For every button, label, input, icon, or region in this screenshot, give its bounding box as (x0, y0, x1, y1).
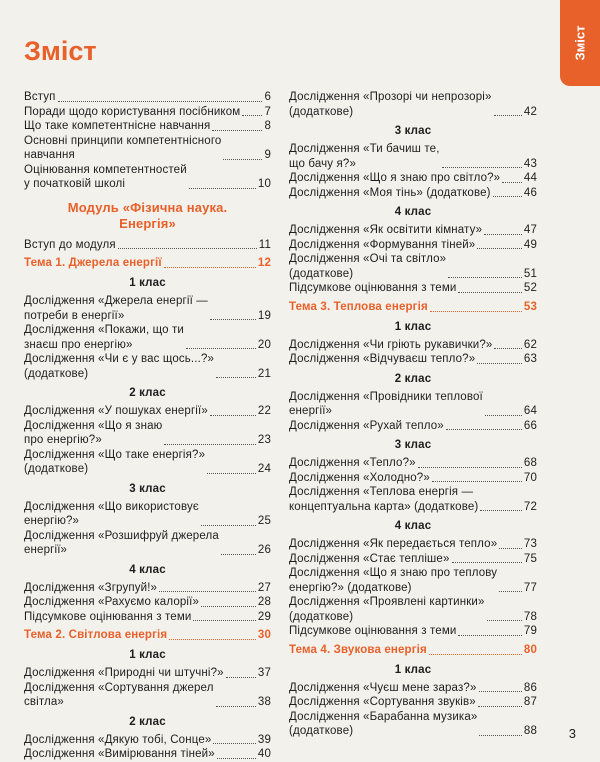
toc-entry-page: 80 (523, 643, 537, 656)
toc-entry-page: 8 (264, 120, 271, 132)
dot-leader (442, 167, 522, 168)
dot-leader (479, 691, 522, 692)
toc-entry-title: Дослідження «Прозорі чи непрозорі» (додаткове) (289, 91, 492, 118)
toc-entry-title: Дослідження «Згрупуй!» (24, 581, 158, 594)
page-title: Зміст (24, 36, 97, 66)
toc-entry-page: 12 (257, 257, 271, 269)
toc-entry-page: 77 (523, 581, 537, 594)
toc-entry-page: 88 (523, 725, 537, 737)
dot-leader (477, 248, 522, 249)
toc-entry-page: 70 (523, 471, 537, 484)
toc-entry[interactable] (24, 681, 271, 710)
toc-entry-title: Дослідження «Як передається тепло» (289, 538, 498, 550)
toc-entry-page: 40 (257, 748, 271, 760)
toc-entry-title: Дослідження «Холодно?» (289, 471, 430, 484)
dot-leader (429, 654, 522, 655)
toc-entry-title: Дослідження «Відчуваєш тепло?» (289, 353, 476, 365)
toc-entry-title: Дослідження «Чи є у вас щось...?» (додаткове) (24, 353, 215, 380)
toc-entry-title: Дослідження «Сортування джерел світла» (24, 681, 214, 708)
toc-entry[interactable] (289, 281, 537, 296)
toc-entry-page: 43 (523, 157, 537, 170)
toc-entry-title: Дослідження «Моя тінь» (додаткове) (289, 186, 491, 199)
toc-entry-title: Дослідження «Формування тіней» (289, 238, 476, 251)
toc-topic-heading[interactable] (24, 628, 271, 643)
dot-leader (201, 525, 256, 526)
toc-entry-page: 52 (523, 282, 537, 294)
grade-heading: 4 клас (129, 563, 166, 576)
toc-entry[interactable] (24, 90, 271, 105)
toc-entry-page: 78 (523, 610, 537, 623)
toc-entry-title: Тема 2. Світлова енергія (24, 629, 168, 641)
toc-entry-page: 46 (523, 186, 537, 199)
toc-entry-page: 68 (523, 457, 537, 469)
toc-entry[interactable] (289, 595, 537, 624)
toc-entry[interactable] (289, 352, 537, 367)
toc-entry[interactable] (24, 500, 271, 529)
toc-entry-page: 20 (257, 338, 271, 351)
toc-entry-title: Основні принципи компетентнісного навчання (24, 134, 222, 161)
toc-entry-title: Дослідження «Вимірювання тіней» (24, 748, 215, 760)
toc-entry-page: 47 (523, 224, 537, 236)
toc-entry-page: 30 (257, 629, 271, 641)
dot-leader (216, 377, 256, 378)
toc-entry-page: 53 (523, 300, 537, 313)
grade-heading: 2 клас (394, 372, 432, 385)
dot-leader (448, 277, 522, 278)
dot-leader (484, 234, 522, 235)
toc-entry-title: Дослідження «Рахуємо калорії» (24, 596, 200, 608)
toc-entry[interactable] (289, 390, 537, 419)
toc-entry[interactable] (24, 323, 271, 352)
dot-leader (223, 159, 262, 160)
toc-entry-title: Дослідження «У пошуках енергії» (24, 405, 208, 417)
dot-leader (118, 248, 257, 249)
toc-entry[interactable] (289, 419, 537, 434)
toc-entry-title: Дослідження «Що я знаю про теплову енергію?» (додаткове) (289, 567, 498, 594)
dot-leader (210, 319, 256, 320)
toc-entry-title: Тема 3. Теплова енергія (289, 300, 428, 313)
dot-leader (418, 467, 522, 468)
toc-entry-page: 19 (257, 309, 271, 322)
dot-leader (212, 130, 262, 131)
toc-entry[interactable] (289, 624, 537, 639)
dot-leader (186, 348, 256, 349)
toc-entry-title: Дослідження «Джерела енергії — потреби в енергії» (24, 295, 208, 322)
page-number: 3 (568, 726, 576, 741)
dot-leader (446, 429, 522, 430)
toc-entry[interactable] (289, 142, 537, 171)
dot-leader (458, 292, 521, 293)
dot-leader (221, 554, 256, 555)
dot-leader (432, 481, 522, 482)
toc-entry-title: Вступ (24, 91, 56, 103)
grade-heading: 1 клас (129, 649, 166, 661)
toc-entry-title: Дослідження «Стає тепліше» (289, 552, 450, 565)
dot-leader (159, 591, 256, 592)
section-tab-label: Зміст (572, 25, 588, 61)
dot-leader (487, 620, 522, 621)
toc-entry-title: Дослідження «Що таке енергія?» (додаткове) (24, 448, 206, 475)
toc-entry[interactable] (289, 252, 537, 281)
dot-leader (485, 415, 522, 416)
toc-entry-page: 63 (523, 353, 537, 365)
toc-entry[interactable] (24, 747, 271, 762)
toc-entry[interactable] (24, 733, 271, 748)
toc-entry-page: 23 (257, 434, 271, 446)
toc-entry-title: Дослідження «Чуєш мене зараз?» (289, 681, 477, 694)
toc-entry[interactable] (24, 294, 271, 323)
toc-entry[interactable] (24, 666, 271, 681)
dot-leader (58, 101, 263, 102)
toc-entry-page: 64 (523, 405, 537, 417)
grade-heading: 3 клас (129, 482, 166, 495)
toc-entry-title: Оцінювання компетентностей у початковій школі (24, 163, 187, 190)
toc-entry-page: 37 (257, 667, 271, 679)
toc-entry[interactable] (289, 171, 537, 186)
toc-entry-page: 28 (257, 596, 271, 608)
toc-entry[interactable] (24, 134, 271, 163)
toc-entry-title: Дослідження «Як освітити кімнату» (289, 224, 483, 236)
dot-leader (493, 196, 522, 197)
toc-entry-title: Дослідження «Барабанна музика» (додаткове) (289, 710, 478, 737)
toc-entry[interactable] (24, 119, 271, 134)
toc-entry[interactable] (289, 90, 537, 119)
grade-heading: 1 клас (129, 277, 166, 289)
toc-entry[interactable] (24, 352, 271, 381)
toc-entry-title: Що таке компетентнісне навчання (24, 120, 211, 132)
dot-leader (189, 188, 256, 189)
toc-entry-page: 49 (523, 238, 537, 251)
dot-leader (210, 415, 256, 416)
grade-heading: 1 клас (394, 663, 432, 676)
dot-leader (164, 267, 256, 268)
toc-entry-page: 22 (257, 405, 271, 417)
toc-entry[interactable] (289, 695, 537, 710)
toc-entry[interactable] (289, 485, 537, 514)
toc-entry-page: 51 (523, 267, 537, 280)
dot-leader (494, 115, 522, 116)
toc-entry[interactable] (24, 448, 271, 477)
dot-leader (502, 182, 522, 183)
toc-entry-page: 10 (257, 178, 271, 190)
toc-entry-title: Дослідження «Ти бачиш те, що бачу я?» (289, 143, 440, 170)
toc-entry-title: Підсумкове оцінювання з теми (289, 282, 457, 294)
toc-entry[interactable] (24, 419, 271, 448)
dot-leader (479, 735, 521, 736)
toc-entry[interactable] (24, 238, 271, 253)
toc-entry[interactable] (24, 595, 271, 610)
grade-heading: 2 клас (129, 715, 166, 728)
toc-entry-title: Підсумкове оцінювання з теми (24, 610, 192, 623)
toc-entry-title: Дослідження «Очі та світло» (додаткове) (289, 253, 447, 280)
dot-leader (499, 591, 522, 592)
toc-entry-page: 7 (264, 105, 271, 118)
toc-entry-page: 38 (257, 696, 271, 708)
toc-entry[interactable] (289, 238, 537, 253)
toc-entry-page: 44 (523, 172, 537, 184)
toc-entry-title: Поради щодо користування посібником (24, 105, 241, 118)
dot-leader (458, 635, 521, 636)
toc-entry-page: 42 (523, 105, 537, 118)
toc-entry-title: Дослідження «Розшифруй джерела енергії» (24, 529, 219, 556)
dot-leader (430, 311, 522, 312)
toc-topic-heading[interactable] (289, 300, 537, 315)
toc-entry-title: Дослідження «Проявлені картинки» (додаткове) (289, 596, 485, 623)
toc-entry[interactable] (289, 223, 537, 238)
dot-leader (499, 548, 522, 549)
toc-entry-title: Дослідження «Теплова енергія — концептуальна карта» (додаткове) (289, 486, 479, 513)
toc-entry-title: Дослідження «Природні чи штучні?» (24, 667, 224, 679)
toc-entry-title: Дослідження «Чи гріють рукавички?» (289, 338, 493, 351)
dot-leader (164, 444, 256, 445)
dot-leader (207, 473, 256, 474)
toc-topic-heading[interactable] (289, 643, 537, 658)
toc-entry-page: 27 (257, 581, 271, 594)
dot-leader (193, 620, 255, 621)
toc-entry-page: 11 (258, 238, 271, 251)
dot-leader (201, 606, 256, 607)
toc-entry-title: Дослідження «Що я знаю про світло?» (289, 172, 501, 184)
grade-heading: 4 клас (394, 206, 432, 218)
toc-entry[interactable] (24, 105, 271, 120)
toc-entry[interactable] (289, 186, 537, 201)
toc-entry-page: 86 (523, 681, 537, 694)
dot-leader (480, 510, 522, 511)
toc-topic-heading[interactable] (24, 256, 271, 271)
toc-entry-page: 79 (523, 625, 537, 637)
toc-entry-title: Дослідження «Тепло?» (289, 457, 416, 469)
dot-leader (477, 363, 522, 364)
toc-entry-page: 66 (523, 419, 537, 432)
toc-entry-title: Вступ до модуля (24, 238, 116, 251)
dot-leader (242, 115, 262, 116)
toc-entry-page: 26 (257, 544, 271, 556)
toc-entry-page: 87 (523, 696, 537, 708)
toc-entry[interactable] (289, 456, 537, 471)
grade-heading: 4 клас (394, 520, 432, 532)
toc-entry-page: 6 (264, 91, 271, 103)
dot-leader (169, 639, 256, 640)
grade-heading: 3 клас (394, 439, 432, 451)
toc-entry-title: Дослідження «Дякую тобі, Сонце» (24, 733, 212, 746)
toc-entry-title: Дослідження «Сортування звуків» (289, 696, 476, 708)
toc-entry-title: Дослідження «Рухай тепло» (289, 419, 444, 432)
toc-entry[interactable] (289, 681, 537, 696)
dot-leader (216, 706, 256, 707)
toc-entry-page: 24 (257, 463, 271, 475)
toc-entry[interactable] (289, 338, 537, 353)
toc-entry[interactable] (24, 529, 271, 558)
toc-entry-title: Дослідження «Покажи, що ти знаєш про енергію» (24, 324, 185, 351)
toc-entry-title: Тема 4. Звукова енергія (289, 643, 427, 656)
toc-entry-page: 62 (523, 338, 537, 351)
dot-leader (494, 348, 521, 349)
toc-left-column (24, 90, 271, 762)
toc-entry-title: Дослідження «Що використовує енергію?» (24, 500, 199, 527)
toc-entry-title: Тема 1. Джерела енергії (24, 257, 162, 269)
toc-entry[interactable] (289, 552, 537, 567)
grade-heading: 3 клас (394, 125, 432, 137)
toc-entry-title: Дослідження «Провідники теплової енергії» (289, 390, 483, 417)
toc-entry-page: 9 (264, 149, 271, 161)
toc-entry-page: 21 (257, 367, 271, 380)
toc-entry[interactable] (289, 471, 537, 486)
toc-entry[interactable] (24, 610, 271, 625)
dot-leader (226, 677, 256, 678)
section-tab (560, 0, 600, 86)
toc-entry[interactable] (24, 404, 271, 419)
dot-leader (213, 743, 255, 744)
toc-entry-page: 72 (523, 500, 537, 513)
toc-entry[interactable] (289, 710, 537, 739)
toc-entry-page: 73 (523, 538, 537, 550)
toc-entry-title: Дослідження «Що я знаю про енергію?» (24, 419, 163, 446)
module-heading: Модуль «Фізична наука. Енергія» (67, 199, 228, 231)
dot-leader (452, 562, 522, 563)
toc-entry-page: 25 (257, 515, 271, 527)
dot-leader (217, 758, 256, 759)
toc-entry[interactable] (289, 566, 537, 595)
toc-entry[interactable] (24, 581, 271, 596)
toc-entry-title: Підсумкове оцінювання з теми (289, 625, 457, 637)
grade-heading: 1 клас (394, 320, 432, 333)
toc-entry[interactable] (24, 163, 271, 192)
dot-leader (478, 706, 522, 707)
toc-right-column (289, 90, 537, 739)
toc-entry-page: 29 (257, 610, 271, 623)
toc-entry-page: 39 (257, 733, 271, 746)
grade-heading: 2 клас (129, 387, 166, 399)
toc-entry[interactable] (289, 537, 537, 552)
toc-entry-page: 75 (523, 552, 537, 565)
